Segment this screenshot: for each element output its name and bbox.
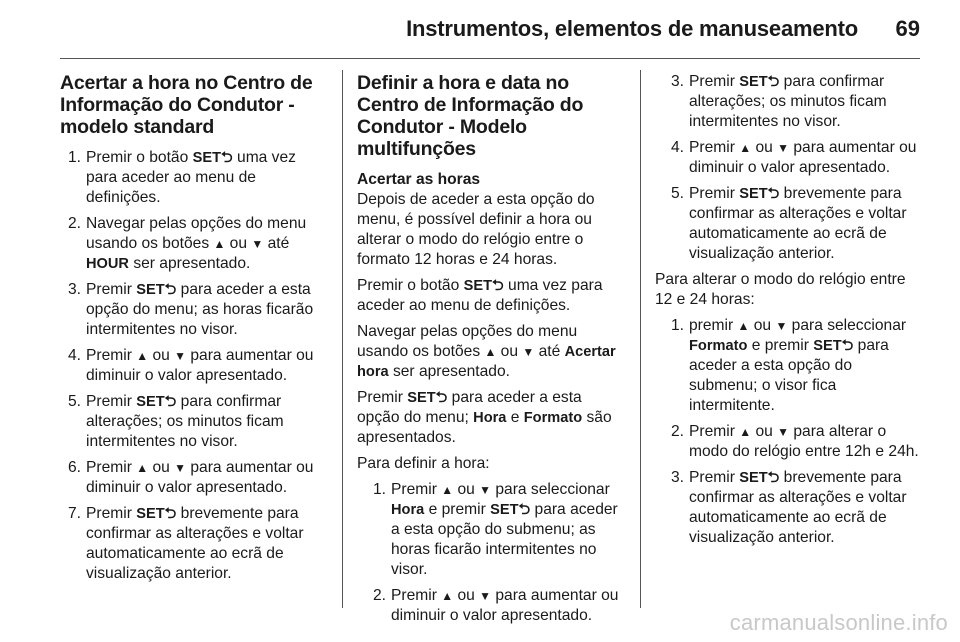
paragraph: Premir SET⮌ para aceder a esta opção do menu; Hora e Formato são apresentados.	[357, 389, 612, 446]
paragraph: Premir o botão SET⮌ uma vez para aceder ao menu de definições.	[357, 277, 603, 314]
up-arrow-icon: ▲	[136, 461, 149, 475]
list-item: 4. Premir ▲ ou ▼ para aumentar ou diminuir o valor apresentado.	[671, 139, 917, 176]
page-header	[60, 0, 920, 60]
down-arrow-icon: ▼	[777, 141, 790, 155]
paragraph: Para alterar o modo do relógio entre 12 e 24 horas:	[655, 271, 906, 308]
up-arrow-icon: ▲	[441, 483, 454, 497]
steps-list	[655, 316, 923, 548]
list-item: 6. Premir ▲ ou ▼ para aumentar ou diminuir o valor apresentado.	[68, 459, 314, 496]
down-arrow-icon: ▼	[174, 461, 187, 475]
list-item: 2. Navegar pelas opções do menu usando os botões ▲ ou ▼ até HOUR ser apresentado.	[68, 215, 307, 272]
paragraph: Navegar pelas opções do menu usando os botões ▲ ou ▼ até Acertar hora ser apresentado.	[357, 323, 616, 380]
list-item: 3. Premir SET⮌ para aceder a esta opção do menu; as horas ficarão intermitentes no visor.	[68, 281, 314, 338]
list-item: 3. Premir SET⮌ brevemente para confirmar as alterações e voltar automaticamente ao ecrã de visualização anterior.	[671, 469, 907, 546]
header-rule	[60, 58, 920, 59]
list-item: 7. Premir SET⮌ brevemente para confirmar as alterações e voltar automaticamente ao ecrã de visualização anterior.	[68, 505, 304, 582]
down-arrow-icon: ▼	[777, 425, 790, 439]
page-number: 69	[895, 16, 920, 41]
list-item: 2. Premir ▲ ou ▼ para alterar o modo do relógio entre 12h e 24h.	[671, 423, 919, 460]
down-arrow-icon: ▼	[251, 237, 264, 251]
subheading-set-hours: Acertar as horas	[357, 171, 481, 188]
list-item: 2. Premir ▲ ou ▼ para aumentar ou diminuir o valor apresentado.	[373, 587, 619, 624]
column-divider	[640, 70, 641, 608]
paragraph: Depois de aceder a esta opção do menu, é possível definir a hora ou alterar o modo do relógio entre o formato 12 horas e 24 horas.	[357, 191, 595, 268]
steps-list	[357, 480, 625, 626]
column-2	[357, 72, 625, 632]
list-item: 1. Premir ▲ ou ▼ para seleccionar Hora e premir SET⮌ para aceder a esta opção do submenu; as horas ficarão intermitentes no visor.	[373, 481, 618, 578]
list-item: 4. Premir ▲ ou ▼ para aumentar ou diminuir o valor apresentado.	[68, 347, 314, 384]
up-arrow-icon: ▲	[484, 345, 497, 359]
up-arrow-icon: ▲	[739, 425, 752, 439]
up-arrow-icon: ▲	[739, 141, 752, 155]
column-divider	[342, 70, 343, 608]
down-arrow-icon: ▼	[522, 345, 535, 359]
steps-list	[655, 72, 923, 264]
down-arrow-icon: ▼	[775, 319, 788, 333]
up-arrow-icon: ▲	[441, 589, 454, 603]
up-arrow-icon: ▲	[737, 319, 750, 333]
up-arrow-icon: ▲	[213, 237, 226, 251]
paragraph: Para definir a hora:	[357, 455, 490, 472]
down-arrow-icon: ▼	[479, 483, 492, 497]
list-item: 5. Premir SET⮌ para confirmar alterações; os minutos ficam intermitentes no visor.	[68, 393, 284, 450]
section-heading-multifunction: Definir a hora e data no Centro de Informação do Condutor - Modelo multifunções	[357, 72, 584, 160]
list-item: 3. Premir SET⮌ para confirmar alterações; os minutos ficam intermitentes no visor.	[671, 73, 887, 130]
steps-list	[60, 148, 328, 584]
up-arrow-icon: ▲	[136, 349, 149, 363]
watermark: carmanualsonline.info	[729, 610, 948, 635]
section-heading-standard: Acertar a hora no Centro de Informação do Condutor - modelo standard	[60, 72, 313, 138]
list-item: 5. Premir SET⮌ brevemente para confirmar as alterações e voltar automaticamente ao ecrã de visualização anterior.	[671, 185, 907, 262]
column-3	[655, 72, 923, 554]
list-item: 1. Premir o botão SET⮌ uma vez para aceder ao menu de definições.	[68, 149, 296, 206]
column-1	[60, 72, 328, 590]
list-item: 1. premir ▲ ou ▼ para seleccionar Formato e premir SET⮌ para aceder a esta opção do submenu; o visor fica intermitente.	[671, 317, 907, 414]
header-title: Instrumentos, elementos de manuseamento	[406, 16, 858, 41]
down-arrow-icon: ▼	[479, 589, 492, 603]
down-arrow-icon: ▼	[174, 349, 187, 363]
